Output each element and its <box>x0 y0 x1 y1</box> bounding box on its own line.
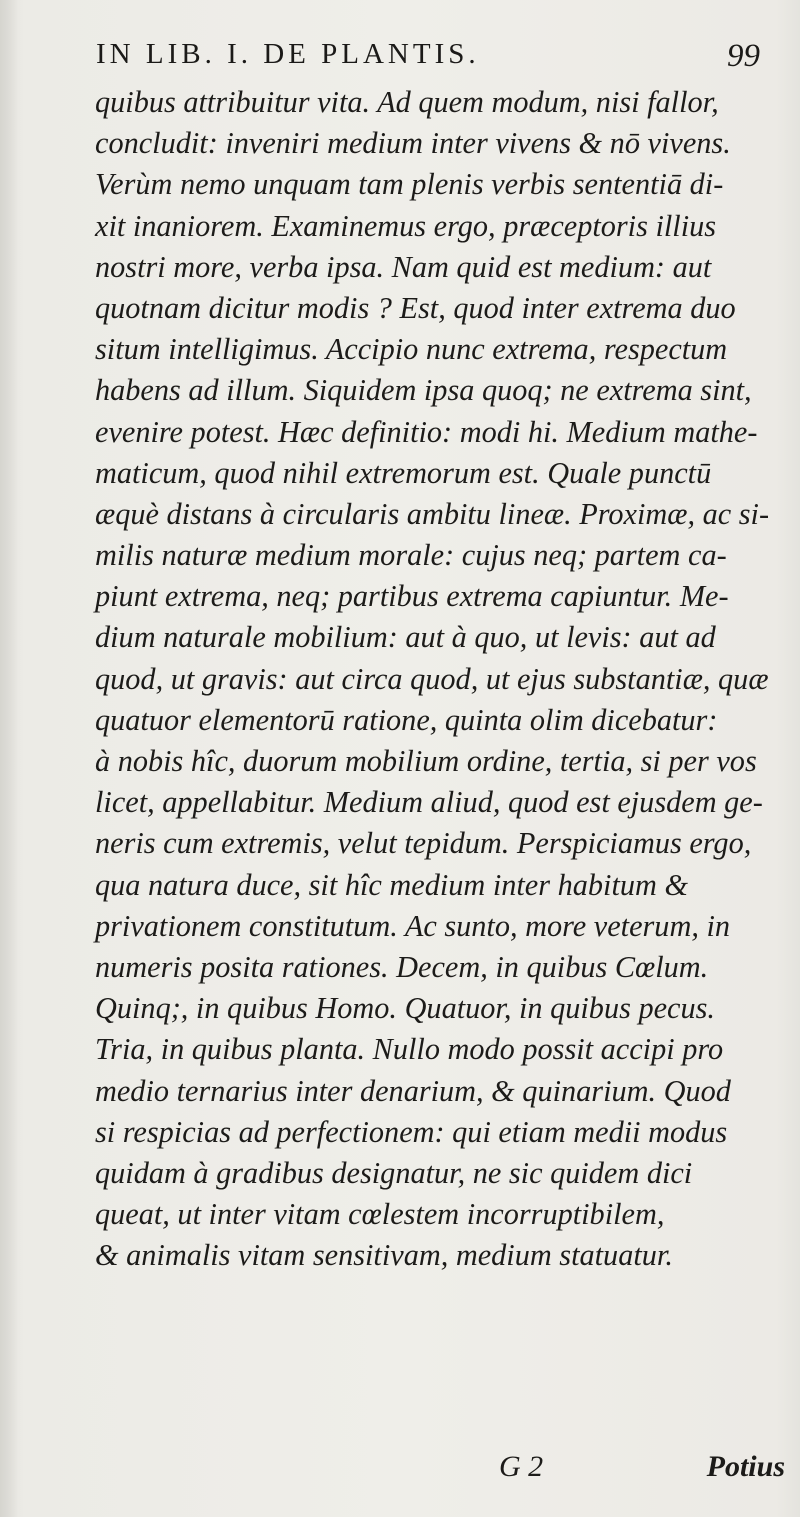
text-line: quibus attribuitur vita. Ad quem modum, nisi fallor, <box>95 85 719 119</box>
page-number: 99 <box>727 38 760 74</box>
running-head: IN LIB. I. DE PLANTIS. <box>96 38 480 70</box>
text-line: quotnam dicitur modis ? Est, quod inter extrema duo <box>95 290 736 325</box>
catchword: Potius <box>706 1450 785 1483</box>
text-line: licet, appellabitur. Medium aliud, quod est ejusdem ge- <box>95 785 763 820</box>
page-footer <box>95 1450 795 1490</box>
text-line: Quinq;, in quibus Homo. Quatuor, in quibus pecus. <box>95 991 715 1026</box>
text-line: à nobis hîc, duorum mobilium ordine, tertia, si per vos <box>95 744 757 778</box>
text-line: & animalis vitam sensitivam, medium statuatur. <box>95 1238 673 1273</box>
text-line: medio ternarius inter denarium, & quinarium. Quod <box>95 1073 731 1108</box>
page-header <box>96 38 760 84</box>
text-line: Tria, in quibus planta. Nullo modo possit accipi pro <box>95 1032 724 1067</box>
text-line: xit inaniorem. Examinemus ergo, præceptoris illius <box>95 208 717 243</box>
text-line: evenire potest. Hæc definitio: modi hi. Medium mathe- <box>95 414 758 449</box>
text-line: queat, ut inter vitam cœlestem incorruptibilem, <box>95 1197 665 1232</box>
text-line: situm intelligimus. Accipio nunc extrema, respectum <box>95 332 728 367</box>
signature-mark: G 2 <box>499 1450 544 1483</box>
page-gutter-shadow <box>0 0 18 1517</box>
text-line: nostri more, verba ipsa. Nam quid est medium: aut <box>95 249 712 284</box>
text-line: numeris posita rationes. Decem, in quibus Cœlum. <box>95 949 709 984</box>
text-line: maticum, quod nihil extremorum est. Quale punctū <box>95 455 712 490</box>
text-line: milis naturæ medium morale: cujus neq; partem ca- <box>95 538 727 573</box>
text-line: habens ad illum. Siquidem ipsa quoq; ne extrema sint, <box>95 373 752 408</box>
text-line: quatuor elementorū ratione, quinta olim dicebatur: <box>95 702 718 737</box>
text-line: quod, ut gravis: aut circa quod, ut ejus substantiæ, quæ <box>95 661 769 696</box>
text-line: neris cum extremis, velut tepidum. Perspiciamus ergo, <box>95 826 752 861</box>
text-line: qua natura duce, sit hîc medium inter habitum & <box>95 867 689 902</box>
text-line: piunt extrema, neq; partibus extrema capiuntur. Me- <box>95 579 729 614</box>
text-line: æquè distans à circularis ambitu lineæ. Proximæ, ac si- <box>95 496 770 531</box>
text-line: dium naturale mobilium: aut à quo, ut levis: aut ad <box>95 620 716 655</box>
body-text <box>95 82 795 1276</box>
text-line: quidam à gradibus designatur, ne sic quidem dici <box>95 1155 693 1190</box>
text-line: Verùm nemo unquam tam plenis verbis sententiā di- <box>95 167 724 202</box>
text-line: privationem constitutum. Ac sunto, more veterum, in <box>95 908 731 943</box>
text-line: si respicias ad perfectionem: qui etiam medii modus <box>95 1114 728 1149</box>
text-line: concludit: inveniri medium inter vivens & nō vivens. <box>95 126 731 161</box>
